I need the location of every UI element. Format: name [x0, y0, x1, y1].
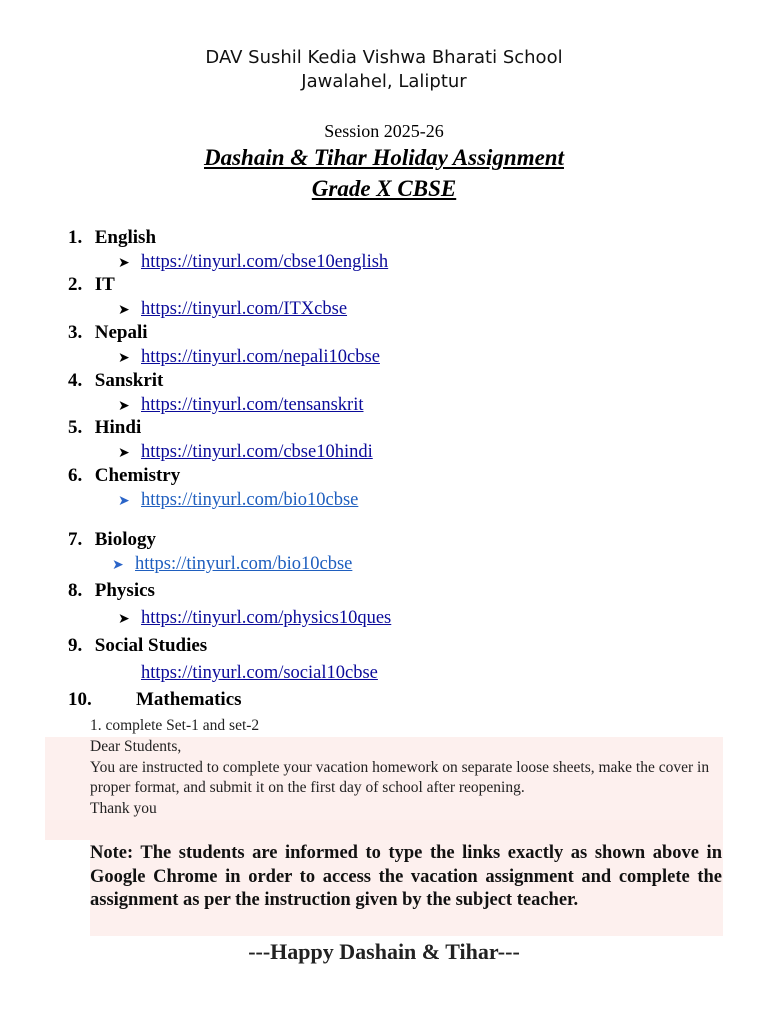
instruction-shading-bottom: [45, 820, 723, 840]
link-nepali[interactable]: https://tinyurl.com/nepali10cbse: [141, 347, 380, 367]
arrow-bullet-icon: ➤: [118, 399, 130, 414]
arrow-bullet-icon: ➤: [118, 303, 130, 318]
subject-number: 9.: [68, 635, 83, 656]
subject-name: Physics: [94, 580, 155, 601]
link-social-studies[interactable]: https://tinyurl.com/social10cbse: [141, 663, 378, 683]
link-row-chemistry: [118, 489, 358, 513]
math-task: 1. complete Set-1 and set-2: [90, 717, 260, 734]
subject-it: [68, 274, 115, 296]
assignment-title: Dashain & Tihar Holiday Assignment: [204, 145, 564, 170]
subject-name: Hindi: [94, 417, 142, 438]
link-row-physics: [118, 607, 391, 631]
arrow-bullet-icon: ➤: [118, 256, 130, 271]
link-it[interactable]: https://tinyurl.com/ITXcbse: [141, 299, 348, 319]
link-chemistry[interactable]: https://tinyurl.com/bio10cbse: [141, 490, 359, 510]
subject-nepali: [68, 322, 148, 344]
grade-title: Grade X CBSE: [311, 176, 457, 201]
note-paragraph: Note: The students are informed to type the links exactly as shown above in Google Chrome in order to access the vacation assignment and complete the assignment as per the instruction given by the subject teacher.: [90, 843, 722, 910]
subject-social-studies: [68, 635, 207, 657]
link-row-biology: [112, 553, 352, 577]
arrow-bullet-icon: ➤: [112, 558, 124, 573]
arrow-bullet-icon: ➤: [118, 494, 130, 509]
link-row-english: [118, 251, 388, 275]
subject-name: English: [94, 227, 157, 248]
subject-name: Nepali: [94, 322, 148, 343]
link-row-hindi: [118, 441, 373, 465]
subject-name: IT: [94, 274, 115, 295]
arrow-bullet-icon: ➤: [118, 446, 130, 461]
subject-name: Mathematics: [136, 689, 242, 710]
subject-number: 8.: [68, 580, 83, 601]
link-hindi[interactable]: https://tinyurl.com/cbse10hindi: [141, 442, 373, 462]
subject-sanskrit: [68, 370, 163, 392]
instruction-closing: Thank you: [90, 800, 157, 817]
session-label: Session 2025-26: [324, 121, 444, 141]
footer-greeting: ---Happy Dashain & Tihar---: [248, 939, 520, 964]
subject-number: 6.: [68, 465, 83, 486]
arrow-bullet-icon: ➤: [118, 351, 130, 366]
subject-english: [68, 227, 156, 249]
subject-number: 3.: [68, 322, 83, 343]
subject-chemistry: [68, 465, 180, 487]
subject-number: 2.: [68, 274, 83, 295]
link-english[interactable]: https://tinyurl.com/cbse10english: [141, 252, 389, 272]
subject-number: 1.: [68, 227, 83, 248]
link-sanskrit[interactable]: https://tinyurl.com/tensanskrit: [141, 395, 364, 415]
subject-physics: [68, 580, 155, 602]
subject-number: 4.: [68, 370, 83, 391]
subject-hindi: [68, 417, 141, 439]
school-name: DAV Sushil Kedia Vishwa Bharati School: [205, 47, 563, 68]
arrow-bullet-icon: ➤: [118, 612, 130, 627]
instruction-greeting: Dear Students,: [90, 738, 182, 755]
subject-number: 5.: [68, 417, 83, 438]
subject-name: Chemistry: [94, 465, 181, 486]
link-row-sanskrit: [118, 394, 364, 418]
subject-number: 10.: [68, 689, 92, 710]
link-row-social-studies: [141, 662, 378, 684]
subject-biology: [68, 529, 156, 551]
subject-number: 7.: [68, 529, 83, 550]
subject-name: Social Studies: [94, 635, 208, 656]
link-row-it: [118, 298, 347, 322]
instruction-body: You are instructed to complete your vacation homework on separate loose sheets, make the cover in proper format, and submit it on the first day of school after reopening.: [90, 759, 710, 796]
subject-mathematics: [68, 689, 242, 711]
link-row-nepali: [118, 346, 380, 370]
link-physics[interactable]: https://tinyurl.com/physics10ques: [141, 608, 392, 628]
subject-name: Sanskrit: [94, 370, 164, 391]
school-location: Jawalahel, Laliptur: [301, 71, 467, 92]
link-biology[interactable]: https://tinyurl.com/bio10cbse: [135, 554, 353, 574]
subject-name: Biology: [94, 529, 156, 550]
